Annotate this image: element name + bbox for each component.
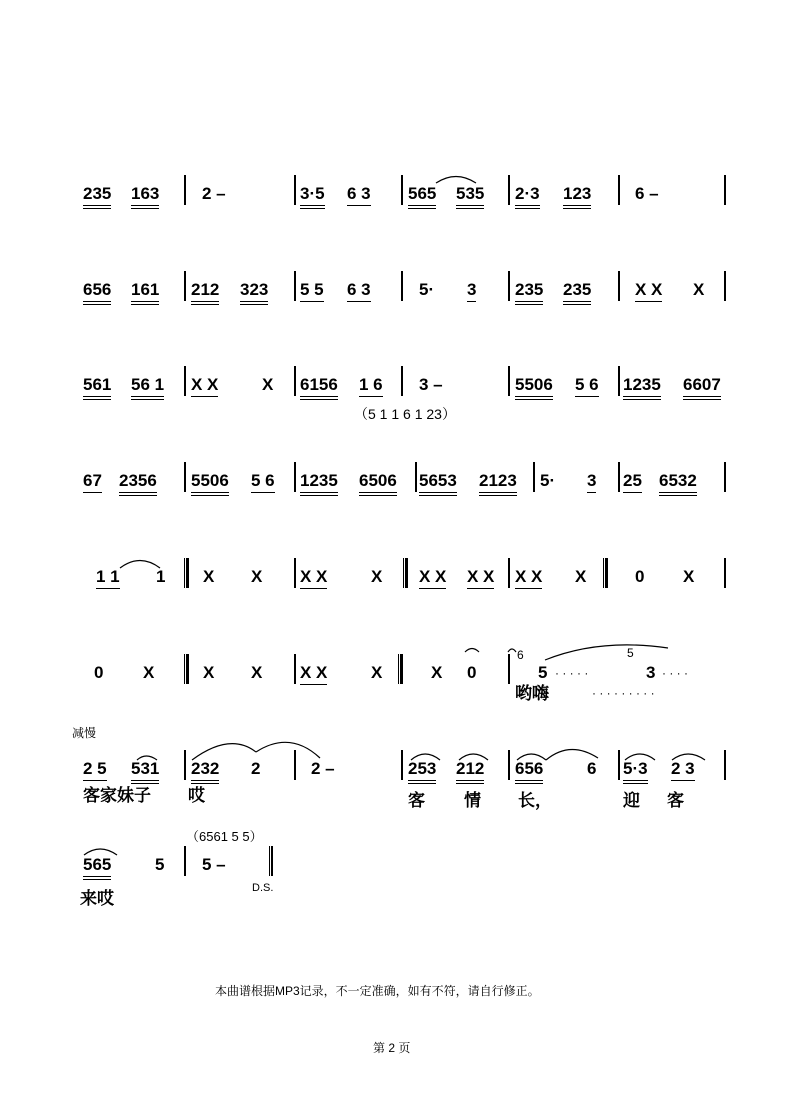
repeat-sign — [184, 654, 189, 684]
note-group: X — [693, 280, 705, 299]
barline — [724, 462, 726, 492]
note-group: 232 — [191, 758, 219, 784]
note-group: 656 — [515, 758, 543, 784]
note-group: 212 — [191, 279, 219, 305]
barline — [724, 750, 726, 780]
note-group: 235 — [83, 183, 111, 209]
note-group: X — [371, 663, 383, 682]
note-group: 5506 — [515, 374, 553, 400]
note-group: X — [431, 663, 443, 682]
note-group: X X — [300, 662, 327, 685]
barline — [294, 654, 296, 684]
barline — [401, 366, 403, 396]
lyric-youhai: 哟嗨 — [515, 684, 549, 703]
note-group: 2 — [251, 759, 261, 778]
note-group: 5· — [419, 280, 435, 299]
note-group: 0 — [467, 663, 477, 682]
lyrics-line: 情 — [464, 791, 481, 810]
note-group: 2 – — [202, 184, 226, 203]
barline — [184, 271, 186, 301]
note-group: 212 — [456, 758, 484, 784]
barline — [184, 750, 186, 780]
repeat-end — [398, 654, 403, 684]
note-group: X X — [467, 566, 494, 589]
note-group: 1 — [156, 567, 166, 586]
barline — [618, 366, 620, 396]
barline — [618, 750, 620, 780]
barline — [294, 750, 296, 780]
barline — [508, 558, 510, 588]
lyrics-line: 来哎 — [80, 889, 114, 908]
note-group: 235 — [563, 279, 591, 305]
note-group: X — [262, 375, 274, 394]
note-group: 3 — [587, 470, 596, 493]
note-group: 5506 — [191, 470, 229, 496]
ds-mark: D.S. — [252, 882, 274, 894]
barline — [294, 175, 296, 205]
barline — [724, 175, 726, 205]
note-group: 1 6 — [359, 374, 383, 397]
note-group: 5 5 — [300, 279, 324, 302]
note-group: 2 – — [311, 759, 335, 778]
tempo-mark: 减慢 — [72, 726, 97, 740]
repeat-start — [184, 558, 189, 588]
note-group: X — [251, 567, 263, 586]
note-group: X — [683, 567, 695, 586]
accompaniment-line: （5 1 1 6 1 23） — [354, 406, 456, 422]
barline — [618, 462, 620, 492]
note-group: 535 — [456, 183, 484, 209]
barline — [618, 271, 620, 301]
note-group: 2 5 — [83, 758, 107, 781]
score-row-5 — [0, 566, 790, 606]
barline — [184, 175, 186, 205]
barline — [401, 271, 403, 301]
page-number: 第 2 页 — [373, 1041, 411, 1055]
barline — [618, 175, 620, 205]
note-group: 123 — [563, 183, 591, 209]
note-group: 6506 — [359, 470, 397, 496]
barline — [184, 366, 186, 396]
note-group: 2·3 — [515, 183, 540, 209]
barline — [294, 462, 296, 492]
score-row-2 — [0, 279, 790, 319]
repeat-end — [603, 558, 608, 588]
barline — [508, 366, 510, 396]
barline — [508, 175, 510, 205]
dotted-line: · · · · — [662, 666, 688, 680]
note-group: 1235 — [300, 470, 338, 496]
note-group: 1 1 — [96, 566, 120, 589]
note-group: 2123 — [479, 470, 517, 496]
footer-note: 本曲谱根据MP3记录，不一定准确，如有不符，请自行修正。 — [215, 984, 540, 998]
barline — [508, 654, 510, 684]
lyrics-line: 客家妹子 — [83, 786, 151, 805]
note-group: 2 3 — [671, 758, 695, 781]
note-group: 3·5 — [300, 183, 325, 209]
barline — [508, 750, 510, 780]
score-row-8 — [0, 854, 790, 894]
score-row-4 — [0, 470, 790, 510]
note-group: 561 — [83, 374, 111, 400]
note-group: 6 3 — [347, 279, 371, 302]
lyric-dotted: · · · · · · · · · — [592, 686, 655, 700]
barline — [724, 271, 726, 301]
note-group: 5653 — [419, 470, 457, 496]
grace-note: 5 — [627, 646, 634, 660]
note-group: X — [203, 663, 215, 682]
note-group: 5·3 — [623, 758, 648, 784]
score-row-6 — [0, 646, 790, 702]
note-group: 2356 — [119, 470, 157, 496]
score-row-1 — [0, 183, 790, 223]
note-group: 1235 — [623, 374, 661, 400]
note-group: 5 — [538, 663, 548, 682]
dotted-line: · · · · · — [555, 666, 589, 680]
barline — [415, 462, 417, 492]
grace-note: 6 — [517, 648, 524, 662]
note-group: 56 1 — [131, 374, 164, 400]
note-group: X — [251, 663, 263, 682]
note-group: 3 – — [419, 375, 443, 394]
note-group: 6607 — [683, 374, 721, 400]
note-group: X X — [191, 374, 218, 397]
barline — [184, 846, 186, 876]
note-group: 163 — [131, 183, 159, 209]
barline — [401, 175, 403, 205]
barline — [724, 558, 726, 588]
note-group: X X — [419, 566, 446, 589]
lyrics-line: 哎 — [188, 786, 205, 805]
note-group: 235 — [515, 279, 543, 305]
note-group: 565 — [408, 183, 436, 209]
lyrics-line: 迎 — [623, 791, 640, 810]
note-group: 6156 — [300, 374, 338, 400]
barline — [184, 462, 186, 492]
note-group: 5 6 — [575, 374, 599, 397]
barline — [294, 271, 296, 301]
barline — [294, 558, 296, 588]
note-group: 6532 — [659, 470, 697, 496]
note-group: 6 – — [635, 184, 659, 203]
lyrics-line: 客 — [408, 791, 425, 810]
note-group: X X — [300, 566, 327, 589]
note-group: 6 3 — [347, 183, 371, 206]
note-group: 531 — [131, 758, 159, 784]
barline — [294, 366, 296, 396]
barline — [508, 271, 510, 301]
accompaniment-line: （6561 5 5） — [186, 829, 263, 844]
note-group: 3 — [646, 663, 656, 682]
note-group: 656 — [83, 279, 111, 305]
note-group: 5 6 — [251, 470, 275, 493]
barline — [401, 750, 403, 780]
note-group: 6 — [587, 759, 597, 778]
lyrics-line: 长， — [518, 791, 552, 810]
note-group: X — [203, 567, 215, 586]
note-group: 3 — [467, 279, 476, 302]
repeat-sign — [403, 558, 408, 588]
note-group: 25 — [623, 470, 642, 493]
note-group: X X — [515, 566, 542, 589]
note-group: 161 — [131, 279, 159, 305]
barline — [533, 462, 535, 492]
note-group: 67 — [83, 470, 102, 493]
note-group: 565 — [83, 854, 111, 880]
note-group: 5· — [540, 471, 556, 490]
note-group: X X — [635, 279, 662, 302]
note-group: 5 – — [202, 855, 226, 874]
note-group: 0 — [635, 567, 645, 586]
note-group: X — [143, 663, 155, 682]
note-group: X — [575, 567, 587, 586]
lyrics-line: 客 — [667, 791, 684, 810]
note-group: 253 — [408, 758, 436, 784]
final-barline — [269, 846, 273, 876]
note-group: X — [371, 567, 383, 586]
note-group: 323 — [240, 279, 268, 305]
note-group: 0 — [94, 663, 104, 682]
note-group: 5 — [155, 855, 165, 874]
